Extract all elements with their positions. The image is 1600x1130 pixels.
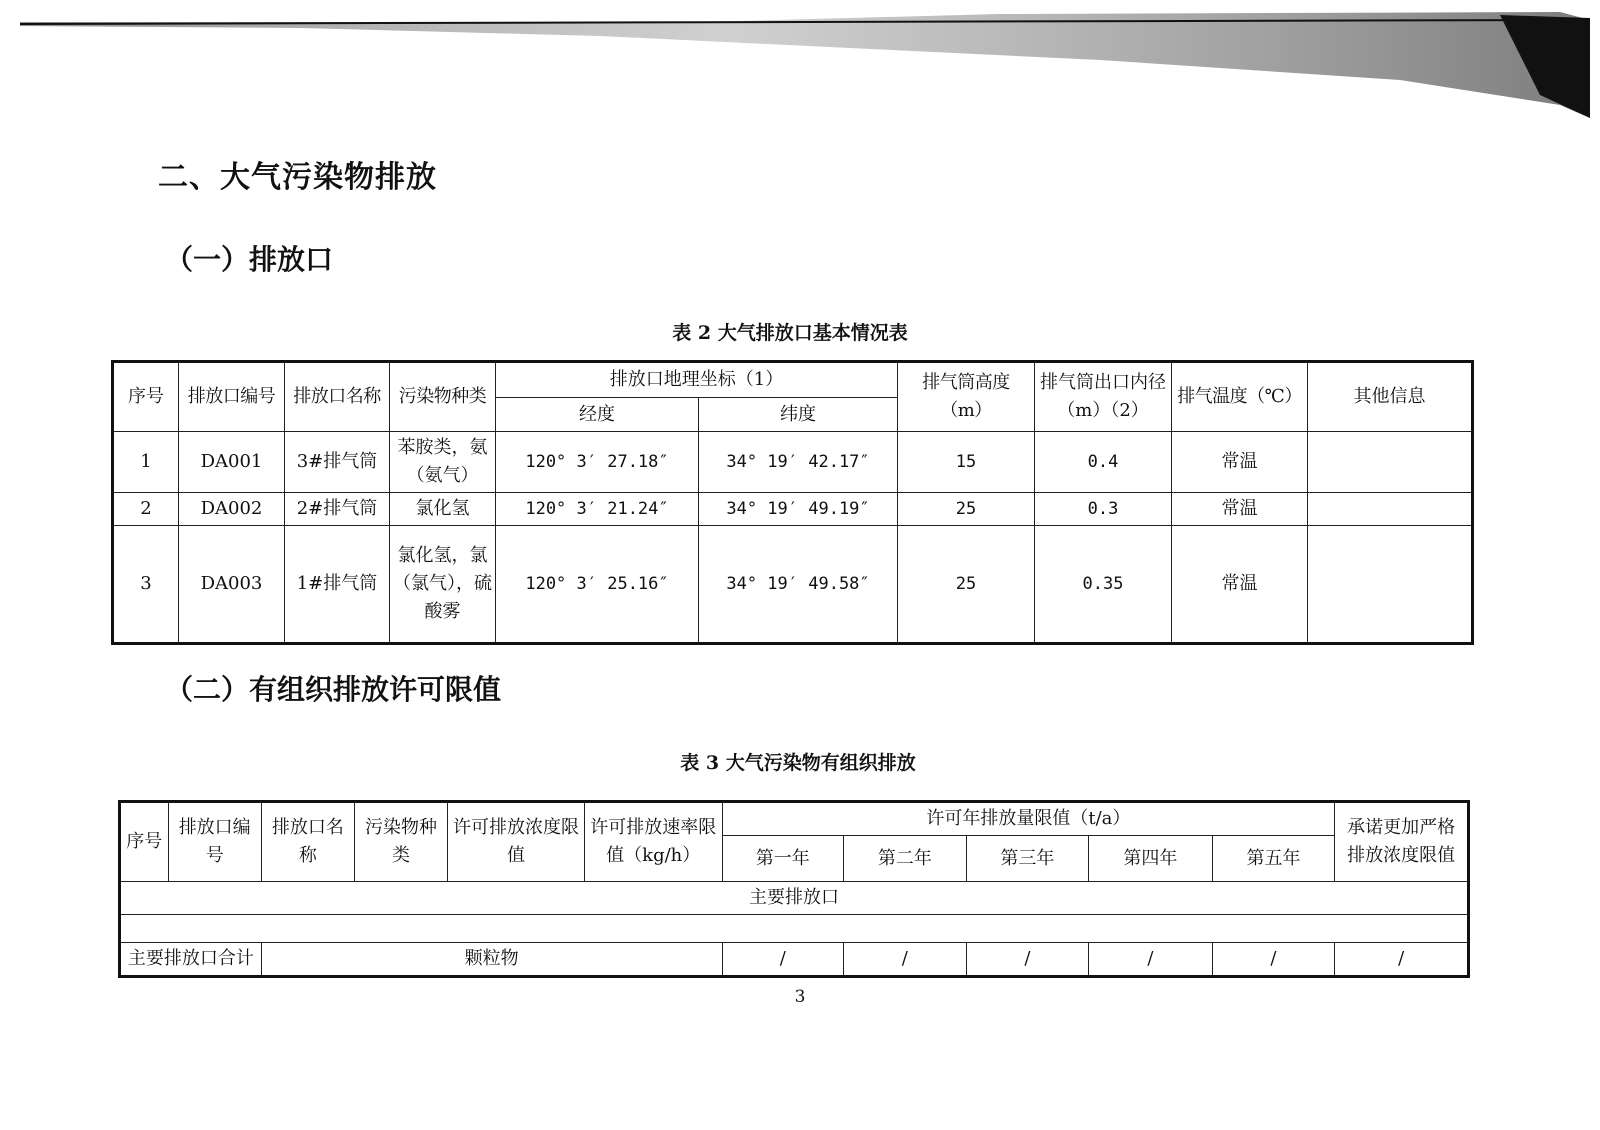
cell-height: 25	[898, 525, 1035, 643]
header-seq: 序号	[120, 802, 169, 882]
organized-emission-table	[118, 800, 1470, 978]
section-row-main-outlets: 主要排放口	[120, 882, 1469, 915]
header-stack-diameter: 排气筒出口内径（m）（2）	[1035, 362, 1172, 432]
cell-other	[1308, 432, 1473, 493]
header-permitted-rate: 许可排放速率限值（kg/h）	[584, 802, 722, 882]
header-outlet-name: 排放口名称	[285, 362, 390, 432]
header-year-2: 第二年	[844, 836, 967, 882]
header-year-1: 第一年	[722, 836, 844, 882]
cell-name: 3#排气筒	[285, 432, 390, 493]
cell-year-5-value: /	[1212, 942, 1335, 976]
header-longitude: 经度	[496, 398, 699, 432]
cell-temp: 常温	[1172, 432, 1308, 493]
cell-longitude: 120° 3′ 21.24″	[496, 492, 699, 525]
cell-year-4-value: /	[1089, 942, 1213, 976]
header-pollutant-type: 污染物种类	[354, 802, 447, 882]
cell-seq: 1	[113, 432, 179, 493]
cell-total-pollutant: 颗粒物	[261, 942, 722, 976]
header-annual-limit: 许可年排放量限值（t/a）	[722, 802, 1335, 836]
cell-temp: 常温	[1172, 525, 1308, 643]
cell-longitude: 120° 3′ 25.16″	[496, 525, 699, 643]
page-number: 3	[794, 987, 806, 1007]
cell-latitude: 34° 19′ 49.58″	[699, 525, 898, 643]
cell-pollutants: 氯化氢，氯（氯气），硫酸雾	[390, 525, 496, 643]
cell-seq: 3	[113, 525, 179, 643]
cell-diameter: 0.3	[1035, 492, 1172, 525]
cell-longitude: 120° 3′ 27.18″	[496, 432, 699, 493]
cell-name: 1#排气筒	[285, 525, 390, 643]
cell-other	[1308, 525, 1473, 643]
cell-pollutants: 苯胺类，氨（氨气）	[390, 432, 496, 493]
cell-diameter: 0.4	[1035, 432, 1172, 493]
cell-temp: 常温	[1172, 492, 1308, 525]
cell-year-3-value: /	[966, 942, 1089, 976]
header-stricter-commitment: 承诺更加严格排放浓度限值	[1335, 802, 1469, 882]
outlet-basic-info-table	[111, 360, 1474, 645]
cell-latitude: 34° 19′ 42.17″	[699, 432, 898, 493]
cell-total-label: 主要排放口合计	[120, 942, 262, 976]
cell-height: 15	[898, 432, 1035, 493]
header-geo-coords: 排放口地理坐标（1）	[496, 362, 898, 398]
header-latitude: 纬度	[699, 398, 898, 432]
cell-seq: 2	[113, 492, 179, 525]
table-row	[113, 492, 1473, 525]
cell-pollutants: 氯化氢	[390, 492, 496, 525]
cell-latitude: 34° 19′ 49.19″	[699, 492, 898, 525]
cell-year-2-value: /	[844, 942, 967, 976]
header-other-info: 其他信息	[1308, 362, 1473, 432]
cell-commit-value: /	[1335, 942, 1469, 976]
table3-caption: 表 3 大气污染物有组织排放	[680, 752, 916, 774]
cell-code: DA003	[179, 525, 285, 643]
cell-diameter: 0.35	[1035, 525, 1172, 643]
cell-year-1-value: /	[722, 942, 844, 976]
cell-code: DA002	[179, 492, 285, 525]
empty-row	[120, 914, 1469, 942]
header-outlet-code: 排放口编号	[179, 362, 285, 432]
table-row	[113, 432, 1473, 493]
header-permitted-concentration: 许可排放浓度限值	[448, 802, 585, 882]
header-year-4: 第四年	[1089, 836, 1213, 882]
header-outlet-code: 排放口编号	[168, 802, 261, 882]
header-outlet-name: 排放口名称	[261, 802, 354, 882]
header-year-3: 第三年	[966, 836, 1089, 882]
subheading-outlets: （一）排放口	[165, 243, 334, 276]
cell-name: 2#排气筒	[285, 492, 390, 525]
cell-height: 25	[898, 492, 1035, 525]
table-row	[113, 525, 1473, 643]
header-seq: 序号	[113, 362, 179, 432]
header-year-5: 第五年	[1212, 836, 1335, 882]
header-pollutant-type: 污染物种类	[390, 362, 496, 432]
table-row	[120, 942, 1469, 976]
header-stack-height: 排气筒高度（m）	[898, 362, 1035, 432]
section-heading-air-pollutants: 二、大气污染物排放	[158, 160, 437, 195]
cell-code: DA001	[179, 432, 285, 493]
table2-caption: 表 2 大气排放口基本情况表	[672, 322, 908, 344]
cell-other	[1308, 492, 1473, 525]
header-exhaust-temp: 排气温度（℃）	[1172, 362, 1308, 432]
scan-artifact-band	[0, 0, 1600, 130]
subheading-organized-emission-limits: （二）有组织排放许可限值	[165, 673, 502, 706]
